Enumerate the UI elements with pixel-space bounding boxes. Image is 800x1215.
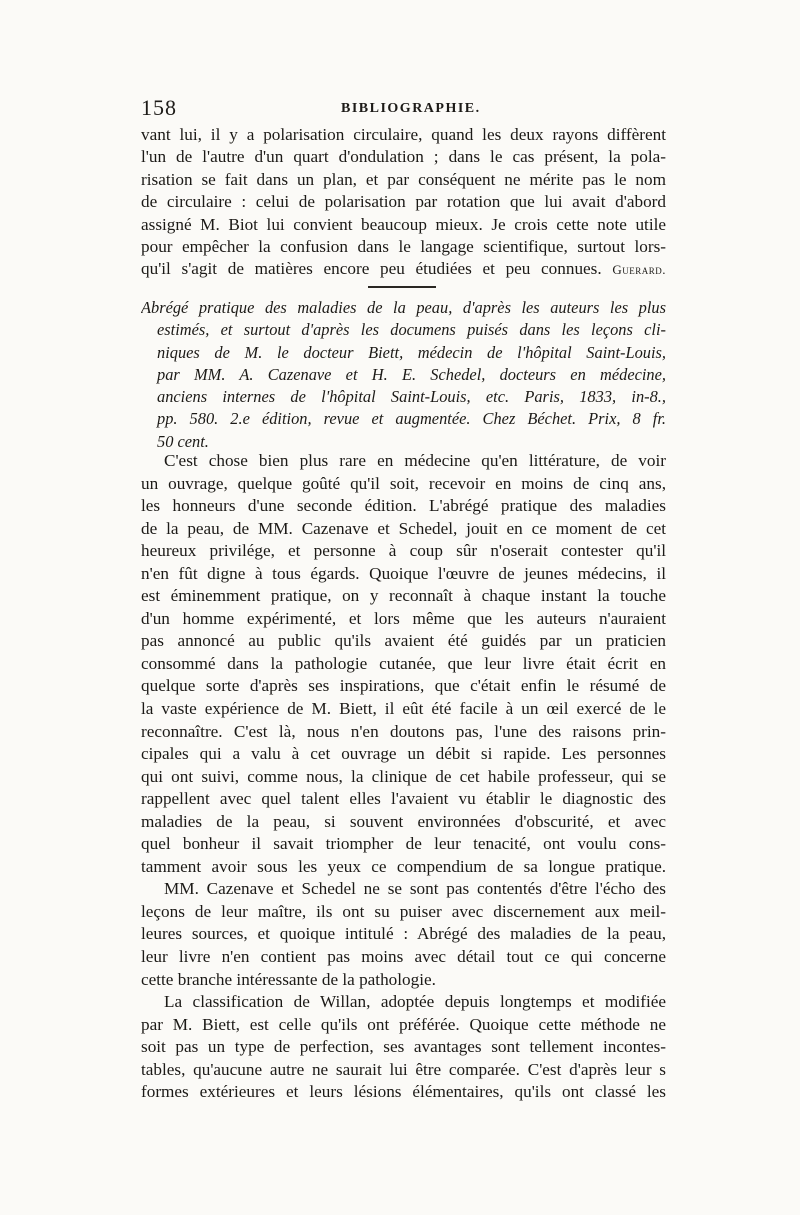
text-line: vant lui, il y a polarisation circulaire, quand les deux rayons diffèrent: [141, 125, 666, 144]
author-signature: Guerard.: [612, 262, 666, 278]
review-line: un ouvrage, quelque goûté qu'il soit, recevoir en moins de cinq ans,: [141, 473, 666, 493]
continuation-paragraph: [141, 124, 666, 281]
review-line: quelque sorte d'après ses inspirations, que c'était enfin le résumé de: [141, 676, 666, 696]
text-line: de circulaire : celui de polarisation par rotation que lui avait d'abord: [141, 192, 666, 212]
book-citation: [141, 297, 666, 453]
text-line: assigné M. Biot lui convient beaucoup mieux. Je crois cette note utile: [141, 214, 666, 234]
review-text: [141, 450, 666, 1104]
citation-line: pp. 580. 2.e édition, revue et augmentée. Chez Béchet. Prix, 8 fr.: [157, 409, 666, 429]
section-divider: [368, 286, 436, 288]
text-line-text: qu'il s'agit de matières encore peu étudiées et peu connues.: [141, 259, 602, 279]
review-line: C'est chose bien plus rare en médecine qu'en littérature, de voir: [164, 451, 666, 470]
review-line: tables, qu'aucune autre ne saurait lui être comparée. C'est d'après leur s: [141, 1059, 666, 1079]
citation-line: par MM. A. Cazenave et H. E. Schedel, docteurs en médecine,: [157, 364, 666, 384]
review-line: les honneurs d'une seconde édition. L'abrégé pratique des maladies: [141, 496, 666, 516]
review-line: MM. Cazenave et Schedel ne se sont pas contentés d'être l'écho des: [164, 879, 666, 899]
text-line-with-signature: [141, 258, 666, 280]
review-line: rappellent avec quel talent elles l'avaient vu établir le diagnostic des: [141, 789, 666, 809]
review-line: par M. Biett, est celle qu'ils ont préférée. Quoique cette méthode ne: [141, 1014, 666, 1034]
citation-line: Abrégé pratique des maladies de la peau, d'après les auteurs les plus: [141, 298, 666, 317]
review-line: leur livre n'en contient pas moins avec détail tout ce qui concerne: [141, 947, 666, 967]
review-line: heureux privilége, et personne à coup sûr n'oserait contester qu'il: [141, 541, 666, 561]
review-line: formes extérieures et leurs lésions élémentaires, qu'ils ont classé les: [141, 1082, 666, 1102]
review-line: La classification de Willan, adoptée depuis longtemps et modifiée: [164, 992, 666, 1012]
review-line: maladies de la peau, si souvent environnées d'obscurité, et avec: [141, 811, 666, 831]
citation-line: niques de M. le docteur Biett, médecin de l'hôpital Saint-Louis,: [157, 342, 666, 362]
review-line: cette branche intéressante de la pathologie.: [141, 969, 436, 989]
text-line: l'un de l'autre d'un quart d'ondulation ; dans le cas présent, la pola-: [141, 147, 666, 167]
review-line: tamment avoir sous les yeux ce compendium de sa longue pratique.: [141, 856, 666, 876]
review-line: d'un homme expérimenté, et lors même que les auteurs n'auraient: [141, 608, 666, 628]
review-line: est éminemment pratique, on y reconnaît à chaque instant la touche: [141, 586, 666, 606]
review-line: reconnaître. C'est là, nous n'en doutons pas, l'une des raisons prin-: [141, 721, 666, 741]
review-line: soit pas un type de perfection, ses avantages sont tellement incontes-: [141, 1037, 666, 1057]
citation-line: estimés, et surtout d'après les documens puisés dans les leçons cli-: [157, 320, 666, 340]
review-line: la vaste expérience de M. Biett, il eût été facile à un œil exercé de le: [141, 699, 666, 719]
review-line: quel bonheur il savait triompher de leur tenacité, ont voulu cons-: [141, 834, 666, 854]
citation-line: anciens internes de l'hôpital Saint-Louis, etc. Paris, 1833, in-8.,: [157, 387, 666, 407]
page-number: 158: [141, 95, 177, 120]
page-header: [141, 95, 666, 125]
review-line: leçons de leur maître, ils ont su puiser avec discernement aux meil-: [141, 901, 666, 921]
text-line: pour empêcher la confusion dans le langage scientifique, surtout lors-: [141, 236, 666, 256]
text-line: risation se fait dans un plan, et par conséquent ne mérite pas le nom: [141, 169, 666, 189]
review-line: n'en fût digne à tous égards. Quoique l'œuvre de jeunes médecins, il: [141, 563, 666, 583]
review-line: qui ont suivi, comme nous, la clinique de cet habile professeur, qui se: [141, 766, 666, 786]
review-line: pas annoncé au public qu'ils avaient été guidés par un praticien: [141, 631, 666, 651]
review-line: cipales qui a valu à cet ouvrage un débit si rapide. Les personnes: [141, 744, 666, 764]
review-line: consommé dans la pathologie cutanée, que leur livre était écrit en: [141, 653, 666, 673]
review-line: de la peau, de MM. Cazenave et Schedel, jouit en ce moment de cet: [141, 518, 666, 538]
review-line: leures sources, et quoique intitulé : Abrégé des maladies de la peau,: [141, 924, 666, 944]
running-head: BIBLIOGRAPHIE.: [341, 101, 481, 116]
citation-line: 50 cent.: [157, 431, 209, 451]
